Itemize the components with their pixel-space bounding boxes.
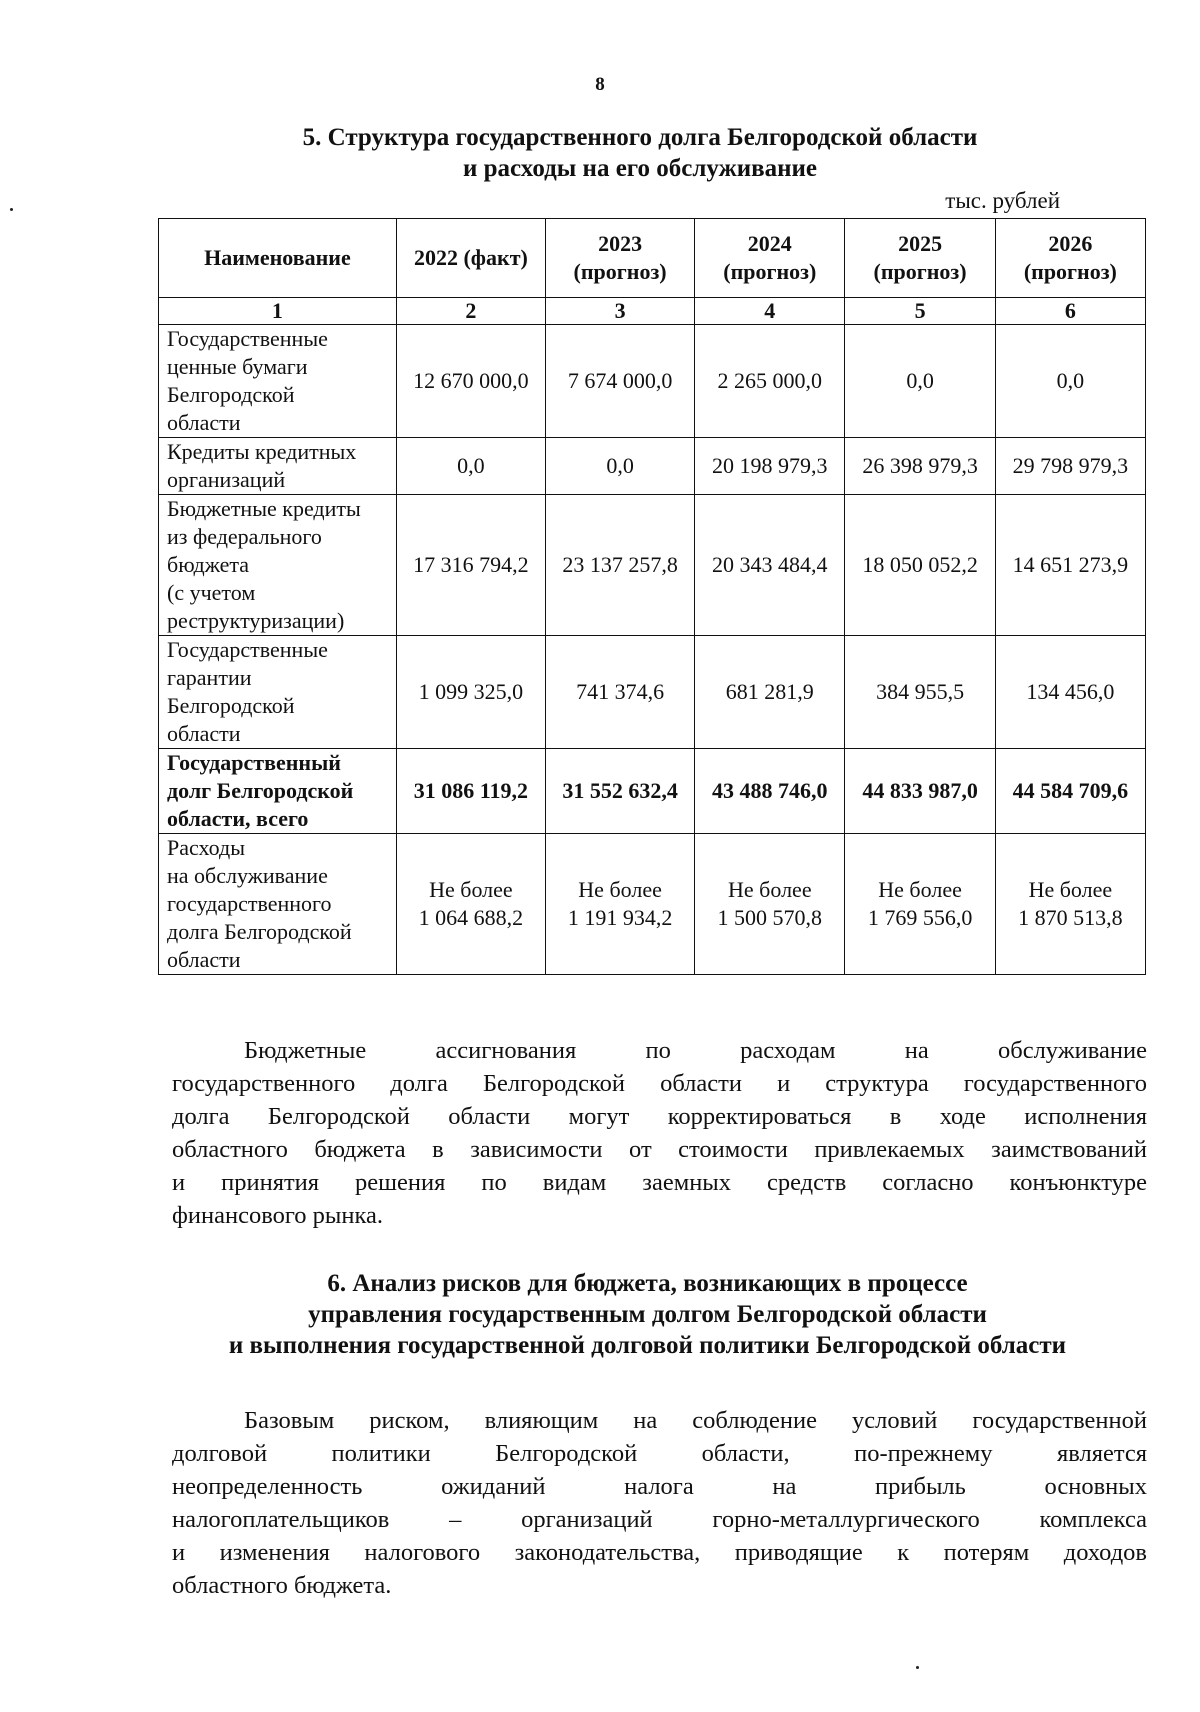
row-value: 134 456,0 bbox=[995, 636, 1145, 749]
column-number-row bbox=[159, 298, 1146, 325]
row-name-line: долг Белгородской bbox=[167, 778, 354, 803]
section-6-title bbox=[150, 1268, 1145, 1361]
units-label: тыс. рублей bbox=[945, 188, 1060, 213]
row-name-line: государственного bbox=[167, 891, 332, 916]
row-value: 0,0 bbox=[995, 325, 1145, 438]
row-name-line: области bbox=[167, 721, 241, 746]
row-value bbox=[695, 834, 845, 975]
table-row bbox=[159, 636, 1146, 749]
column-header: 2023 (прогноз) bbox=[546, 219, 695, 298]
row-value: 0,0 bbox=[546, 438, 695, 495]
row-name-line: Государственные bbox=[167, 637, 328, 662]
column-header: 2022 (факт) bbox=[396, 219, 545, 298]
table-header-row bbox=[159, 219, 1146, 298]
row-value: 0,0 bbox=[845, 325, 995, 438]
row-name bbox=[159, 438, 397, 495]
table-row bbox=[159, 749, 1146, 834]
row-value: 384 955,5 bbox=[845, 636, 995, 749]
row-value: 44 584 709,6 bbox=[995, 749, 1145, 834]
table-row bbox=[159, 438, 1146, 495]
paragraph-line: и изменения налогового законодательства, приводящие к потерям доходов bbox=[172, 1539, 1147, 1566]
row-value: 681 281,9 bbox=[695, 636, 845, 749]
row-value-line: Не более bbox=[728, 877, 812, 902]
row-name-line: Государственный bbox=[167, 750, 341, 775]
paragraph-base-risk bbox=[172, 1404, 1147, 1602]
row-value: 14 651 273,9 bbox=[995, 495, 1145, 636]
column-number: 2 bbox=[396, 298, 545, 325]
row-value: 18 050 052,2 bbox=[845, 495, 995, 636]
row-value: 741 374,6 bbox=[546, 636, 695, 749]
paragraph-line: Бюджетные ассигнования по расходам на обслуживание bbox=[244, 1037, 1147, 1064]
row-name-line: области bbox=[167, 947, 241, 972]
scan-speck bbox=[916, 1666, 919, 1669]
section-6-title-line: 6. Анализ рисков для бюджета, возникающих в процессе bbox=[327, 1270, 968, 1297]
row-name-line: Белгородской bbox=[167, 693, 295, 718]
row-name bbox=[159, 749, 397, 834]
section-5-title-line: 5. Структура государственного долга Белгородской области bbox=[302, 124, 978, 151]
row-name-line: области, всего bbox=[167, 806, 309, 831]
paragraph-line: Базовым риском, влияющим на соблюдение условий государственной bbox=[244, 1407, 1147, 1434]
section-6-title-line: управления государственным долгом Белгородской области bbox=[308, 1301, 987, 1328]
row-name-line: из федерального bbox=[167, 524, 322, 549]
row-value-line: 1 500 570,8 bbox=[717, 905, 823, 930]
row-name-line: (с учетом bbox=[167, 580, 256, 605]
row-value: 7 674 000,0 bbox=[546, 325, 695, 438]
row-value: 43 488 746,0 bbox=[695, 749, 845, 834]
row-name-line: ценные бумаги bbox=[167, 354, 308, 379]
row-value bbox=[396, 834, 545, 975]
paragraph-line: областного бюджета. bbox=[172, 1572, 392, 1599]
row-name-line: Бюджетные кредиты bbox=[167, 496, 361, 521]
row-name-line: Расходы bbox=[167, 835, 245, 860]
section-6-title-line: и выполнения государственной долговой политики Белгородской области bbox=[228, 1332, 1067, 1359]
paragraph-line: финансового рынка. bbox=[172, 1202, 384, 1229]
row-name bbox=[159, 325, 397, 438]
table-row bbox=[159, 834, 1146, 975]
row-name-line: организаций bbox=[167, 467, 286, 492]
row-name-line: реструктуризации) bbox=[167, 608, 345, 633]
row-value bbox=[845, 834, 995, 975]
row-name bbox=[159, 636, 397, 749]
row-value: 2 265 000,0 bbox=[695, 325, 845, 438]
row-name-line: гарантии bbox=[167, 665, 252, 690]
row-name-line: бюджета bbox=[167, 552, 250, 577]
column-number: 4 bbox=[695, 298, 845, 325]
row-value: 20 343 484,4 bbox=[695, 495, 845, 636]
row-value: 44 833 987,0 bbox=[845, 749, 995, 834]
row-name bbox=[159, 834, 397, 975]
section-5-title-line: и расходы на его обслуживание bbox=[462, 155, 818, 182]
row-value: 0,0 bbox=[396, 438, 545, 495]
row-name-line: на обслуживание bbox=[167, 863, 328, 888]
paragraph-line: долга Белгородской области могут корректироваться в ходе исполнения bbox=[172, 1103, 1147, 1130]
row-name-line: Кредиты кредитных bbox=[167, 439, 357, 464]
row-value-line: 1 769 556,0 bbox=[867, 905, 973, 930]
column-number: 1 bbox=[159, 298, 397, 325]
column-header: 2026 (прогноз) bbox=[995, 219, 1145, 298]
paragraph-line: налогоплательщиков – организаций горно-металлургического комплекса bbox=[172, 1506, 1147, 1533]
paragraph-line: и принятия решения по видам заемных средств согласно конъюнктуре bbox=[172, 1169, 1147, 1196]
row-name bbox=[159, 495, 397, 636]
paragraph-line: областного бюджета в зависимости от стоимости привлекаемых заимствований bbox=[172, 1136, 1147, 1163]
row-value-line: 1 191 934,2 bbox=[567, 905, 673, 930]
row-value: 12 670 000,0 bbox=[396, 325, 545, 438]
column-header: Наименование bbox=[159, 219, 397, 298]
row-value-line: 1 870 513,8 bbox=[1018, 905, 1123, 930]
table-row bbox=[159, 495, 1146, 636]
table-row bbox=[159, 325, 1146, 438]
row-value bbox=[546, 834, 695, 975]
column-header: 2024 (прогноз) bbox=[695, 219, 845, 298]
page-number: 8 bbox=[595, 74, 605, 95]
row-value-line: Не более bbox=[429, 877, 513, 902]
row-value bbox=[995, 834, 1145, 975]
row-value-line: Не более bbox=[878, 877, 962, 902]
row-value-line: 1 064 688,2 bbox=[418, 905, 524, 930]
row-value-line: Не более bbox=[578, 877, 662, 902]
row-value: 20 198 979,3 bbox=[695, 438, 845, 495]
paragraph-line: государственного долга Белгородской области и структура государственного bbox=[172, 1070, 1147, 1097]
paragraph-budget-allocations bbox=[172, 1034, 1147, 1232]
scan-speck bbox=[10, 208, 13, 211]
row-name-line: долга Белгородской bbox=[167, 919, 352, 944]
section-5-title bbox=[210, 122, 1070, 184]
paragraph-line: долговой политики Белгородской области, по-прежнему является bbox=[172, 1440, 1147, 1467]
row-value: 29 798 979,3 bbox=[995, 438, 1145, 495]
row-name-line: Государственные bbox=[167, 326, 328, 351]
row-value: 31 552 632,4 bbox=[546, 749, 695, 834]
row-value-line: Не более bbox=[1028, 877, 1113, 902]
debt-structure-table bbox=[158, 218, 1146, 975]
row-value: 26 398 979,3 bbox=[845, 438, 995, 495]
column-number: 5 bbox=[845, 298, 995, 325]
column-number: 6 bbox=[995, 298, 1145, 325]
column-number: 3 bbox=[546, 298, 695, 325]
row-value: 31 086 119,2 bbox=[396, 749, 545, 834]
row-value: 17 316 794,2 bbox=[396, 495, 545, 636]
row-name-line: Белгородской bbox=[167, 382, 295, 407]
column-header: 2025 (прогноз) bbox=[845, 219, 995, 298]
row-value: 23 137 257,8 bbox=[546, 495, 695, 636]
row-value: 1 099 325,0 bbox=[396, 636, 545, 749]
row-name-line: области bbox=[167, 410, 241, 435]
paragraph-line: неопределенность ожиданий налога на прибыль основных bbox=[172, 1473, 1147, 1500]
